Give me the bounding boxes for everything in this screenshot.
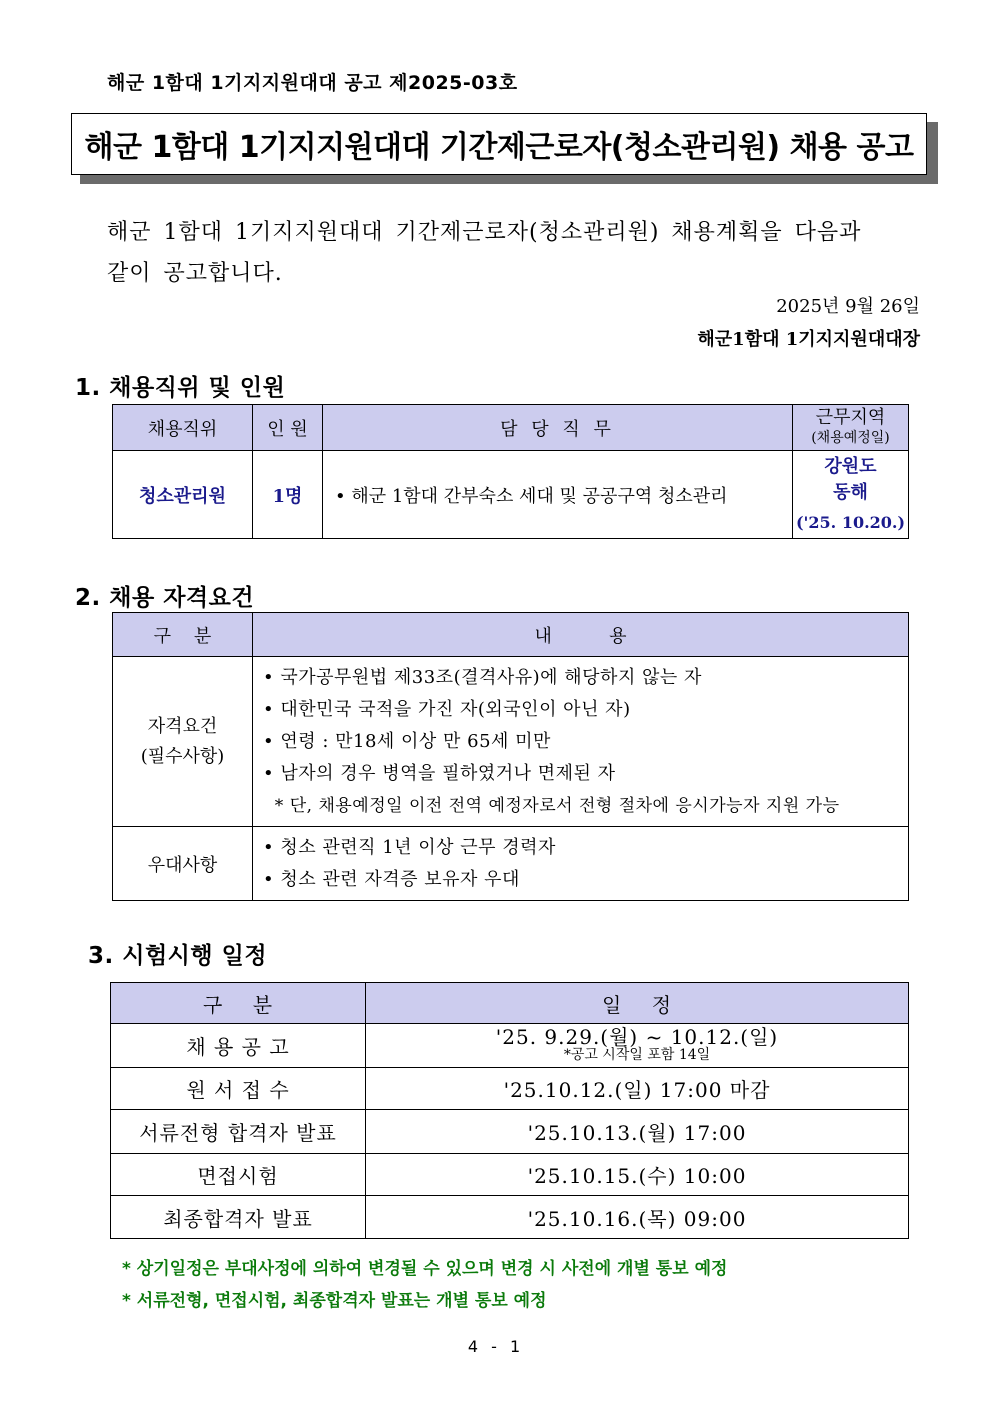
schedule-row: [111, 1024, 909, 1068]
schedule-value: '25.10.16.(목) 09:00: [366, 1196, 909, 1239]
header-duty: 담 당 직 무: [323, 405, 793, 451]
preferences-list: [253, 827, 909, 901]
schedule-value: [366, 1024, 909, 1068]
schedule-label: 최종합격자 발표: [111, 1196, 366, 1239]
requirement-item: • 남자의 경우 병역을 필하였거나 면제된 자: [263, 762, 616, 784]
schedule-label: 서류전형 합격자 발표: [111, 1110, 366, 1154]
requirements-label-main: 자격요건: [147, 715, 218, 737]
position-location: [793, 451, 909, 539]
header-location: [793, 405, 909, 451]
preferences-label: 우대사항: [113, 827, 253, 901]
schedule-value: '25.10.15.(수) 10:00: [366, 1154, 909, 1196]
header-location-sub: (채용예정일): [811, 429, 890, 446]
schedule-row: [111, 1068, 909, 1110]
position-row: [113, 451, 909, 539]
schedule-sub-note: *공고 시작일 포함 14일: [563, 1046, 711, 1063]
intro-line-1: 해군 1함대 1기지지원대대 기간제근로자(청소관리원) 채용계획을 다음과: [107, 220, 862, 245]
notice-number: 해군 1함대 1기지지원대대 공고 제2025-03호: [107, 72, 518, 94]
requirements-row: [113, 657, 909, 827]
schedule-label: 원 서 접 수: [111, 1068, 366, 1110]
header-category: 구 분: [113, 613, 253, 657]
qualification-table-header: [113, 613, 909, 657]
schedule-table-header: [111, 983, 909, 1024]
position-duty: • 해군 1함대 간부숙소 세대 및 공공구역 청소관리: [323, 451, 793, 539]
preference-item: • 청소 관련 자격증 보유자 우대: [263, 868, 520, 890]
location-start-date: ('25. 10.20.): [795, 512, 906, 532]
intro-line-2: 같이 공고합니다.: [107, 261, 283, 286]
notice-date: 2025년 9월 26일: [776, 296, 920, 317]
header-content: 내 용: [253, 613, 909, 657]
requirements-label: [113, 657, 253, 827]
schedule-row: [111, 1196, 909, 1239]
schedule-row: [111, 1110, 909, 1154]
schedule-table: [110, 982, 909, 1239]
qualification-table: [112, 612, 909, 901]
preferences-row: [113, 827, 909, 901]
position-table-header: [113, 405, 909, 451]
page-number: 4 - 1: [467, 1337, 525, 1356]
schedule-row: [111, 1154, 909, 1196]
schedule-label: 채 용 공 고: [111, 1024, 366, 1068]
requirements-label-sub: (필수사항): [140, 745, 225, 767]
requirement-item: • 대한민국 국적을 가진 자(외국인이 아닌 자): [263, 698, 631, 720]
issuer: 해군1함대 1기지지원대대장: [697, 329, 920, 350]
requirements-list: [253, 657, 909, 827]
schedule-note: * 상기일정은 부대사정에 의하여 변경될 수 있으며 변경 시 사전에 개별 통보 예정: [122, 1259, 728, 1279]
intro-paragraph: [107, 212, 907, 294]
section1-heading: 1. 채용직위 및 인원: [75, 375, 286, 401]
schedule-note: * 서류전형, 면접시험, 최종합격자 발표는 개별 통보 예정: [122, 1291, 547, 1311]
schedule-value: '25.10.12.(일) 17:00 마감: [366, 1068, 909, 1110]
header-schedule: 일 정: [366, 983, 909, 1024]
section3-heading: 3. 시험시행 일정: [88, 943, 268, 969]
section2-heading: 2. 채용 자격요건: [75, 585, 255, 611]
header-position: 채용직위: [113, 405, 253, 451]
location-city: 동해: [833, 481, 868, 503]
header-location-label: 근무지역: [815, 406, 886, 428]
schedule-label: 면접시험: [111, 1154, 366, 1196]
position-count: 1명: [253, 451, 323, 539]
location-province: 강원도: [824, 455, 877, 477]
page-title: 해군 1함대 1기지지원대대 기간제근로자(청소관리원) 채용 공고: [71, 113, 927, 175]
requirement-item: • 국가공무원법 제33조(결격사유)에 해당하지 않는 자: [263, 666, 702, 688]
schedule-date: '25. 9.29.(월) ~ 10.12.(일): [495, 1024, 779, 1049]
position-table: [112, 404, 909, 539]
requirement-note: * 단, 채용예정일 이전 전역 예정자로서 전형 절차에 응시가능자 지원 가능: [263, 795, 840, 816]
position-name: 청소관리원: [113, 451, 253, 539]
header-schedule-category: 구 분: [111, 983, 366, 1024]
schedule-value: '25.10.13.(월) 17:00: [366, 1110, 909, 1154]
requirement-item: • 연령 : 만18세 이상 만 65세 미만: [263, 730, 551, 752]
header-count: 인 원: [253, 405, 323, 451]
preference-item: • 청소 관련직 1년 이상 근무 경력자: [263, 836, 556, 858]
